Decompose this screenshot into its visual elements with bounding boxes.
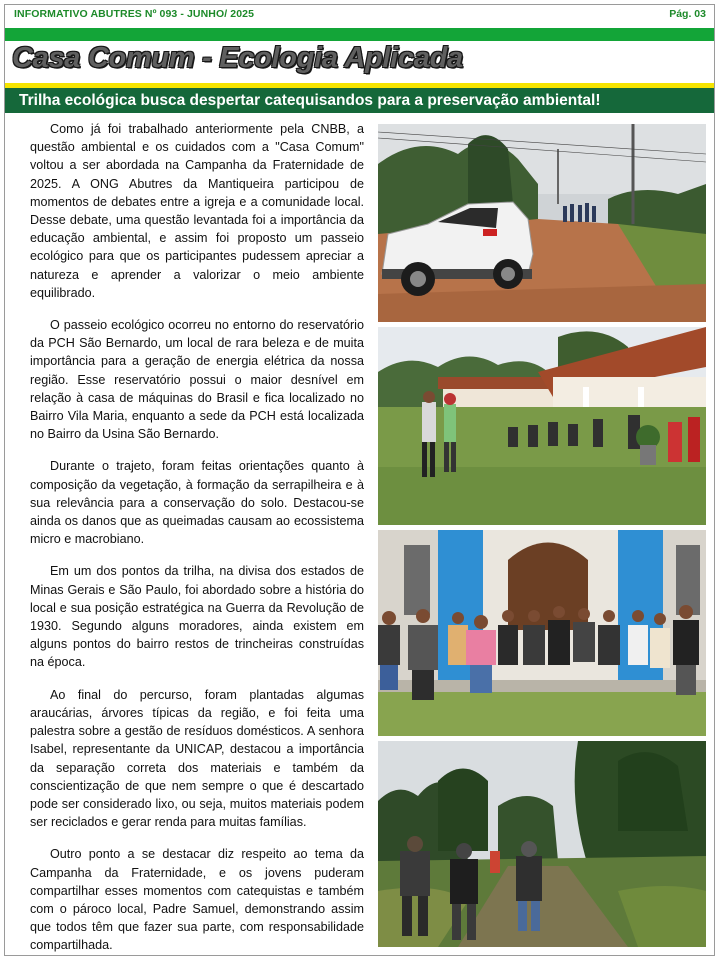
photo-group-at-house	[378, 327, 706, 525]
article-paragraph: Como já foi trabalhado anteriormente pela CNBB, a questão ambiental e os cuidados com a "Casa Comum" voltou a ser abordada na Campanha da Fraternidade de 2025. A ONG Abutres da Mantiqueira participou de momentos de debates entre a igreja e a comunidade local. Desse debate, uma questão levantada foi a importância da educação ambiental, e assim foi proposto um passeio ecológico para que os participantes pudessem apreciar a natureza e aprender a valorizar o meio ambiente equilibrado.	[30, 122, 364, 300]
article-paragraph: O passeio ecológico ocorreu no entorno do reservatório da PCH São Bernardo, um local de rara beleza e de muita importância para a geração de energia elétrica da nossa região. Esse reservatório possui o maior desnível em relação à casa de máquinas do Brasil e fica localizado no Bairro Vila Maria, enquanto a sede da PCH está localizada no Bairro da Usina São Bernardo.	[30, 318, 364, 442]
page-number: Pág. 03	[669, 8, 706, 20]
issue-header: INFORMATIVO ABUTRES Nº 093 - JUNHO/ 2025	[14, 8, 255, 20]
photo-truck-on-dirt-road	[378, 124, 706, 322]
article-paragraph: Ao final do percurso, foram plantadas algumas araucárias, árvores típicas da região, e foi feita uma palestra sobre a gestão de resíduos domésticos. A senhora Isabel, representante da UNICAP, destacou a importância da separação correta dos materiais e também da conscientização de que nem sempre o que é descartado pode ser considerado lixo, ou seja, muitos materiais podem ser reciclados e gerar renda para muitas famílias.	[30, 687, 364, 830]
article-paragraph: Durante o trajeto, foram feitas orientações quanto à composição da vegetação, à formação da serrapilheira e à sua relevância para a conservação do solo. Destacou-se ainda os danos que as queimadas causam ao ecossistema micro e macrobiano.	[30, 459, 364, 547]
article-body	[30, 120, 364, 969]
green-rule	[5, 28, 714, 41]
section-title: Casa Comum - Ecologia Aplicada	[12, 42, 463, 74]
article-paragraph: Outro ponto a se destacar diz respeito ao tema da Campanha da Fraternidade, e os jovens puderam compartilhar esses momentos com catequistas e também com o pároco local, Padre Samuel, demonstrando assim que todos têm que fazer sua parte, com responsabilidade compartilhada.	[30, 847, 364, 953]
photo-group-at-chapel	[378, 530, 706, 736]
article-headline: Trilha ecológica busca despertar catequisandos para a preservação ambiental!	[5, 88, 714, 113]
photo-hikers-on-trail	[378, 741, 706, 947]
article-paragraph: Em um dos pontos da trilha, na divisa dos estados de Minas Gerais e São Paulo, foi abordado sobre a história do local e sua posição estratégica na Guerra da Revolução de 1930. Segundo alguns moradores, ainda existem em alguns pontos do bairro restos de trincheiras construídas na época.	[30, 564, 364, 670]
